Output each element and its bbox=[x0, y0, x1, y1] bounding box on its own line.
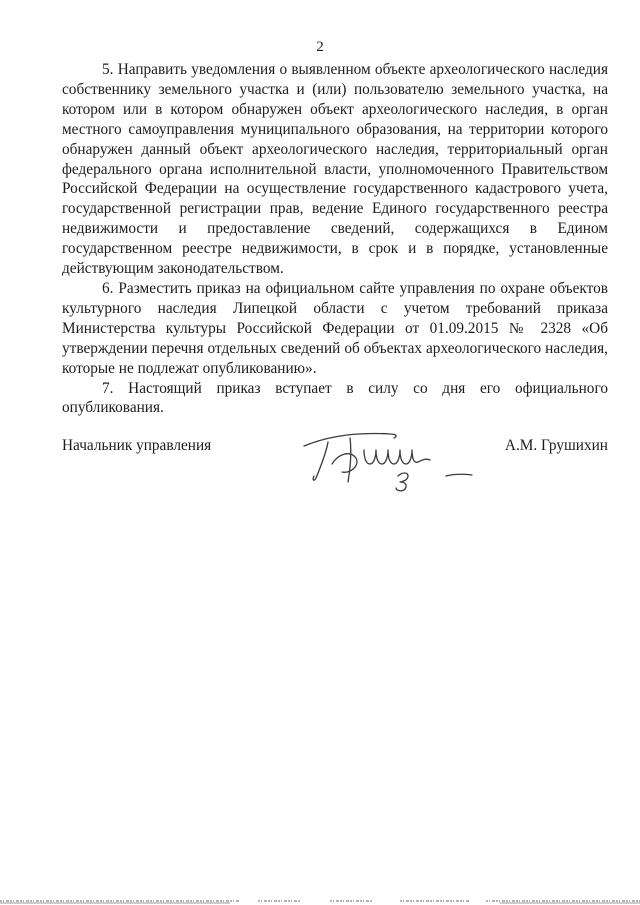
handwritten-signature bbox=[298, 424, 478, 496]
page-number: 2 bbox=[316, 39, 324, 55]
paragraph-5: 5. Направить уведомления о выявленном объекте археологического наследия собственнику земельного участка и (или) пользователю земельного участка, на котором или в котором обнаружен объект археологического наследия, в орган местного самоуправления муниципального образования, на территории которого обнаружен данный объект археологического наследия, территориальный орган федерального органа исполнительной власти, уполномоченного Правительством Российской Федерации на осуществление государственного кадастрового учета, государственной регистрации прав, ведение Единого государственного реестра недвижимости и предоставление сведений, содержащихся в Едином государственном реестре недвижимости, в срок и в порядке, установленные действующим законодательством. bbox=[62, 61, 608, 278]
scan-edge-artifact bbox=[0, 892, 640, 905]
document-body bbox=[62, 60, 608, 418]
signatory-name: А.М. Грушихин bbox=[504, 437, 608, 454]
signatory-position: Начальник управления bbox=[62, 437, 212, 454]
paragraph-7: 7. Настоящий приказ вступает в силу со дня его официального опубликования. bbox=[62, 379, 608, 417]
signature-block bbox=[62, 436, 608, 496]
paragraph-6: 6. Разместить приказ на официальном сайте управления по охране объектов культурного наследия Липецкой области с учетом требований приказа Министерства культуры Российской Федерации от 01.09.2015 № 2328 «Об утверждении перечня отдельных сведений об объектах археологического наследия, которые не подлежат опубликованию». bbox=[62, 279, 608, 377]
